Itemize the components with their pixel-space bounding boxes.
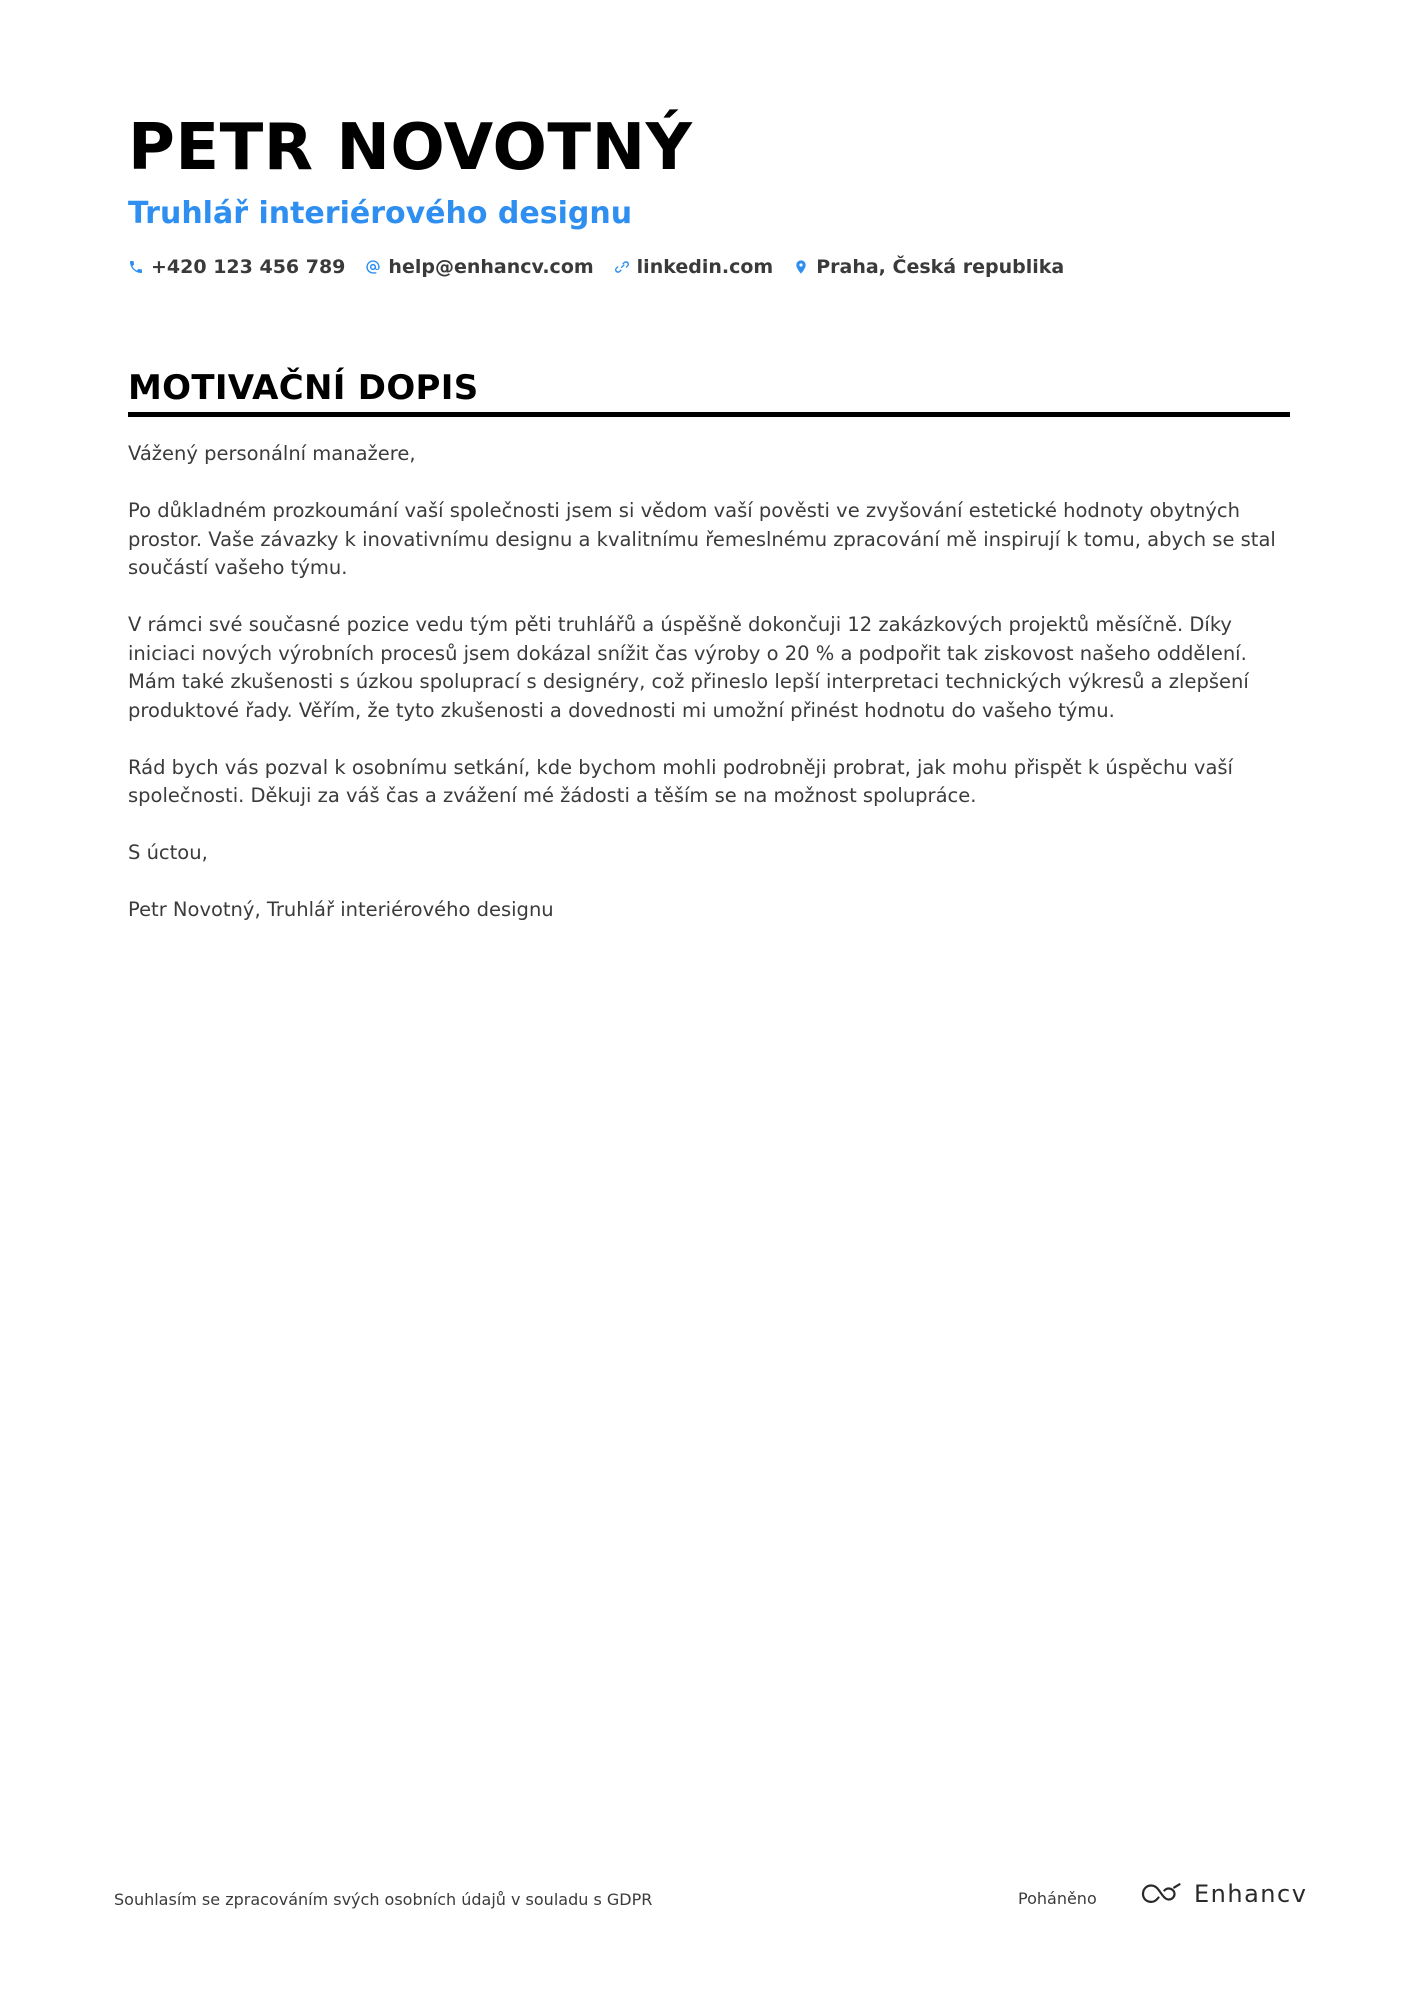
candidate-name: PETR NOVOTNÝ bbox=[128, 111, 693, 185]
enhancv-logo-icon bbox=[1138, 1880, 1184, 1908]
contact-linkedin-text[interactable]: linkedin.com bbox=[636, 256, 774, 278]
phone-icon bbox=[128, 259, 144, 275]
contact-bar bbox=[128, 254, 1288, 280]
job-title: Truhlář interiérového designu bbox=[128, 196, 633, 231]
letter-paragraph: V rámci své současné pozice vedu tým pěti truhlářů a úspěšně dokončuji 12 zakázkových projektů měsíčně. Díky iniciaci nových výrobních procesů jsem dokázal snížit čas výroby o 20 % a podpořit tak ziskovost našeho oddělení. Mám také zkušenosti s úzkou spoluprací s designéry, což přineslo lepší interpretaci technických výkresů a zlepšení produktové řady. Věřím, že tyto zkušenosti a dovednosti mi umožní přinést hodnotu do vašeho týmu. bbox=[128, 613, 1249, 722]
brand-link[interactable] bbox=[1138, 1880, 1307, 1908]
contact-email-text[interactable]: help@enhancv.com bbox=[388, 256, 594, 278]
letter-signature: Petr Novotný, Truhlář interiérového designu bbox=[128, 898, 554, 921]
contact-location bbox=[793, 254, 1064, 280]
at-icon bbox=[365, 259, 381, 275]
header bbox=[128, 110, 1288, 280]
letter-paragraph: Po důkladném prozkoumání vaší společnosti jsem si vědom vaší pověsti ve zvyšování estetické hodnoty obytných prostor. Vaše závazky k inovativnímu designu a kvalitnímu řemeslnému zpracování mě inspirují k tomu, abych se stal součástí vašeho týmu. bbox=[128, 499, 1276, 579]
link-icon bbox=[614, 259, 630, 275]
section-title: MOTIVAČNÍ DOPIS bbox=[128, 368, 479, 408]
contact-phone bbox=[128, 254, 345, 280]
letter-closing: S úctou, bbox=[128, 841, 208, 864]
contact-linkedin[interactable] bbox=[614, 254, 774, 280]
contact-phone-text: +420 123 456 789 bbox=[151, 256, 346, 278]
letter-greeting: Vážený personální manažere, bbox=[128, 442, 416, 465]
section-header bbox=[128, 366, 1290, 417]
footer bbox=[114, 1880, 1308, 1920]
gdpr-consent-text: Souhlasím se zpracováním svých osobních údajů v souladu s GDPR bbox=[114, 1890, 653, 1909]
section-divider bbox=[128, 412, 1290, 417]
letter-paragraph: Rád bych vás pozval k osobnímu setkání, kde bychom mohli podrobněji probrat, jak mohu přispět k úspěchu vaší společnosti. Děkuji za váš čas a zvážení mé žádosti a těším se na možnost spolupráce. bbox=[128, 755, 1233, 807]
letter-body bbox=[128, 440, 1290, 953]
powered-by-label: Poháněno bbox=[1018, 1889, 1097, 1908]
brand-name[interactable]: Enhancv bbox=[1194, 1880, 1308, 1908]
contact-location-text: Praha, Česká republika bbox=[816, 256, 1065, 278]
contact-email[interactable] bbox=[365, 254, 593, 280]
location-pin-icon bbox=[793, 259, 809, 275]
